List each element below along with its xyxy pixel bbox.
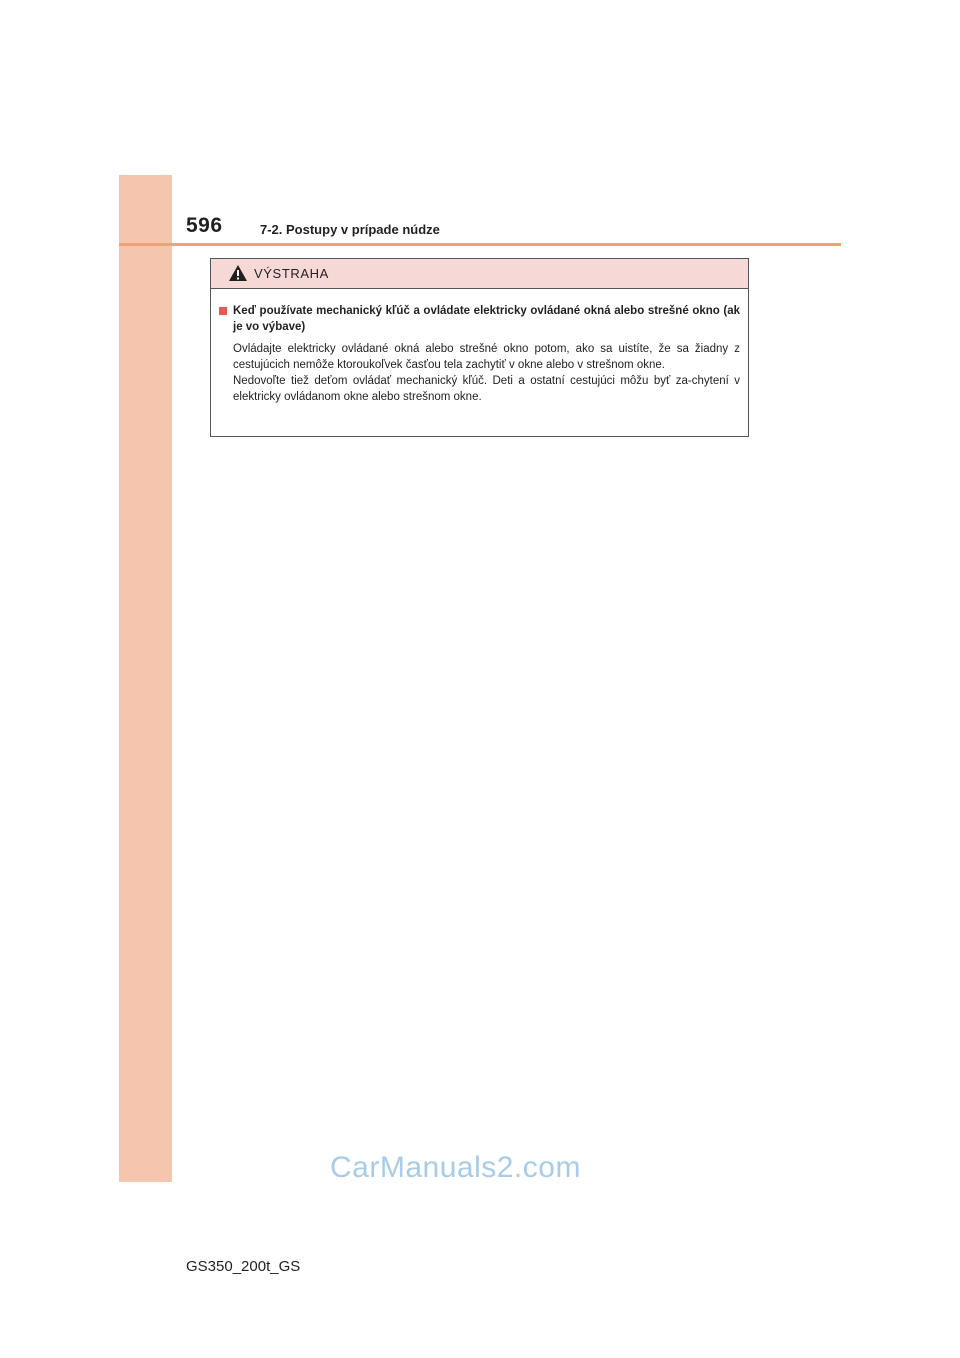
warning-body: [211, 289, 748, 405]
bullet-square-icon: [219, 307, 227, 315]
section-title: 7-2. Postupy v prípade núdze: [260, 222, 440, 237]
side-color-band: [119, 175, 172, 1182]
footer-model-code: GS350_200t_GS: [186, 1258, 301, 1275]
warning-triangle-icon: [228, 264, 248, 282]
page-number: 596: [186, 214, 223, 237]
warning-title: VÝSTRAHA: [254, 266, 329, 281]
warning-box: [210, 258, 749, 437]
warning-paragraph-1: Ovládajte elektricky ovládané okná alebo strešné okno potom, ako sa uistíte, že sa žiadny z cestujúcich nemôže ktoroukoľvek časťou tela zachytiť v okne alebo v strešnom okne.: [233, 343, 740, 371]
header-rule: [119, 243, 841, 246]
warning-heading: Keď používate mechanický kľúč a ovládate elektricky ovládané okná alebo strešné okno (ak je vo výbave): [233, 305, 740, 333]
warning-bullet: [219, 303, 740, 335]
warning-paragraph-2: Nedovoľte tiež deťom ovládať mechanický kľúč. Deti a ostatní cestujúci môžu byť za-chytení v elektricky ovládanom okne alebo strešnom okne.: [233, 375, 740, 403]
watermark: CarManuals2.com: [330, 1151, 581, 1184]
warning-header: [211, 259, 748, 289]
